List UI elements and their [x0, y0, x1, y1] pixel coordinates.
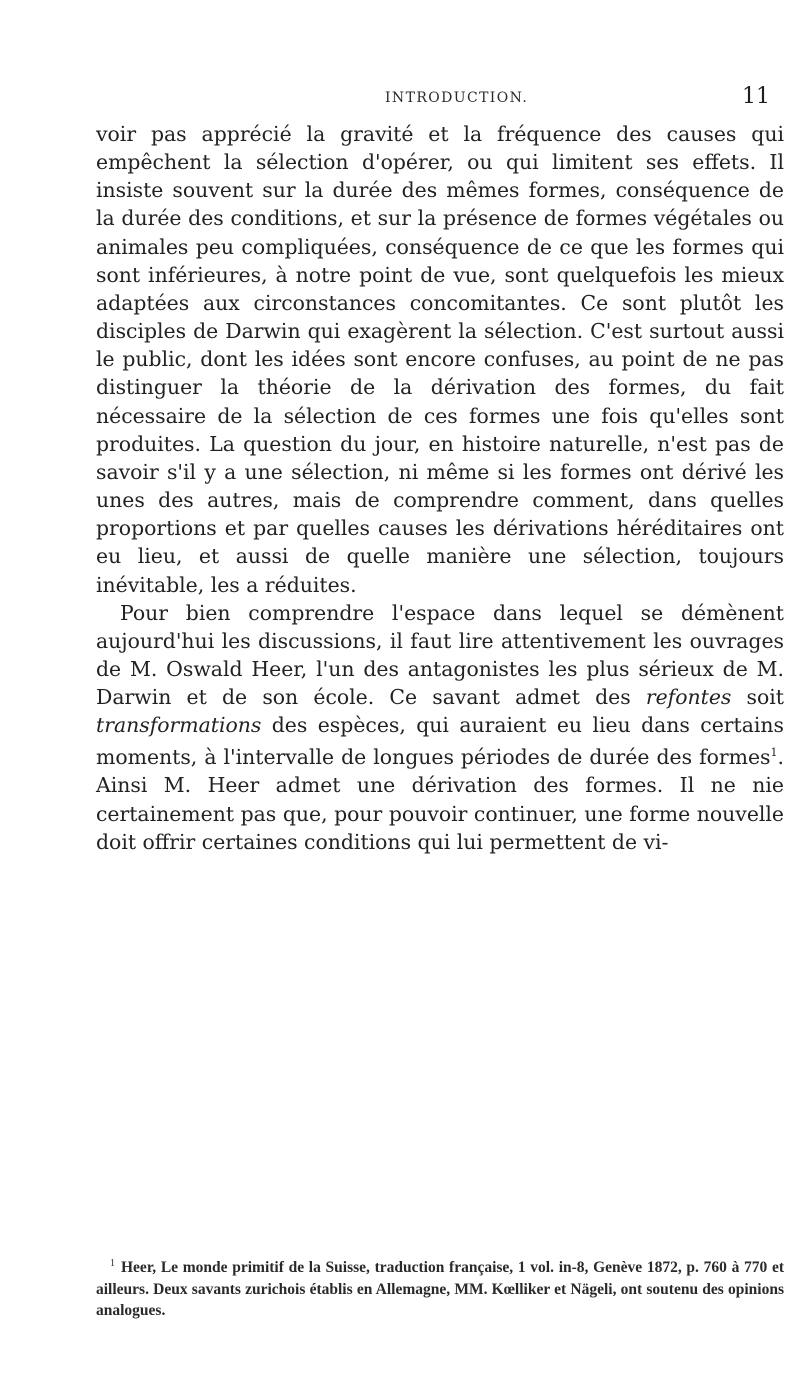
- paragraph-2-part-b: soit: [731, 685, 785, 710]
- italic-term-refontes: refontes: [645, 685, 732, 710]
- footnote: [96, 1253, 784, 1322]
- paragraph-2: [96, 599, 784, 856]
- running-head: INTRODUCTION.: [385, 90, 529, 106]
- paragraph-2-part-c: des espèces, qui auraient eu lieu dans certains moments, à l'intervalle de longues périodes de durée des formes: [96, 713, 784, 770]
- paragraph-1: voir pas apprécié la gravité et la fréquence des causes qui empêchent la sélection d'opérer, ou qui limitent ses effets. Il insiste souvent sur la durée des mêmes formes, conséquence de la durée des conditions, et sur la présence de formes végétales ou animales peu compliquées, conséquence de ce que les formes qui sont inférieures, à notre point de vue, sont quelquefois les mieux adaptées aux circonstances concomitantes. Ce sont plutôt les disciples de Darwin qui exagèrent la sélection. C'est surtout aussi le public, dont les idées sont encore confuses, au point de ne pas distinguer la théorie de la dérivation des formes, du fait nécessaire de la sélection de ces formes une fois qu'elles sont produites. La question du jour, en histoire naturelle, n'est pas de savoir s'il y a une sélection, ni même si les formes ont dérivé les unes des autres, mais de comprendre comment, dans quelles proportions et par quelles causes les dérivations héréditaires ont eu lieu, et aussi de quelle manière une sélection, toujours inévitable, les a réduites.: [96, 122, 784, 597]
- page-number: 11: [742, 84, 770, 109]
- main-text: [96, 120, 784, 856]
- page-header: [0, 84, 800, 114]
- footnote-mark: 1: [110, 1258, 115, 1269]
- italic-term-transformations: transformations: [96, 713, 262, 738]
- footnote-reference: 1: [770, 746, 778, 760]
- footnote-text: Heer, Le monde primitif de la Suisse, traduction française, 1 vol. in-8, Genève 1872, p. 760 à 770 et ailleurs. Deux savants zurichois établis en Allemagne, MM. Kœlliker et Nägeli, ont soutenu des opinions analogues.: [96, 1259, 784, 1320]
- paragraph-2-part-a: Pour bien comprendre l'espace dans lequel se démènent aujourd'hui les discussions, il faut lire attentivement les ouvrages de M. Oswald Heer, l'un des antagonistes les plus sérieux de M. Darwin et de son école. Ce savant admet des: [96, 600, 784, 710]
- paragraph-2-part-d: . Ainsi M. Heer admet une dérivation des formes. Il ne nie certainement pas que, pour pouvoir continuer, une forme nouvelle doit offrir certaines conditions qui lui permettent de vi-: [96, 745, 784, 854]
